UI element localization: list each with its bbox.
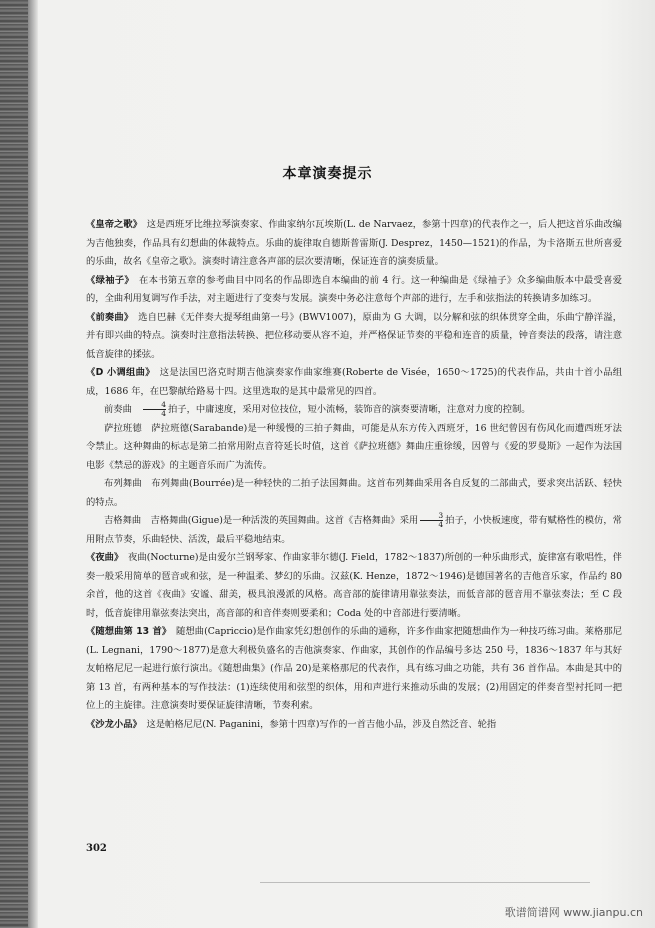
work-title: 《皇帝之歌》 xyxy=(86,219,138,230)
paragraph xyxy=(86,549,622,623)
watermark: 歌谱简谱网 www.jianpu.cn xyxy=(504,906,643,919)
time-signature: $\frac{3}{4}$ xyxy=(420,512,443,529)
paragraph-text: 这是帕格尼尼(N. Paganini，参第十四章)写作的一首吉他小品，涉及自然泛音、轮指 xyxy=(146,718,497,730)
movement-paragraph xyxy=(86,475,622,512)
chapter-heading: 本章演奏提示 xyxy=(282,166,373,182)
paragraph xyxy=(86,716,622,735)
movement-label: 吉格舞曲 xyxy=(104,515,142,526)
movement-paragraph xyxy=(86,420,622,476)
binding-shadow xyxy=(28,0,38,928)
paragraph-text: 这是西班牙比维拉琴演奏家、作曲家纳尔瓦埃斯(L. de Narvaez，参第十四章)的代表作之一，后人把这首乐曲改编为吉他独奏，作品具有幻想曲的体裁特点。乐曲的旋律取自德斯普雷斯(J. Desprez，1450—1521)的作品，为卡洛斯五世所喜爱的乐曲，故名《皇帝之歌》。演奏时请注意各声部的层次要清晰，保证连音的演奏质量。 xyxy=(86,219,622,267)
work-title: 《绿袖子》 xyxy=(86,274,130,286)
paragraph xyxy=(86,309,622,365)
paragraph-text: 选自巴赫《无伴奏大提琴组曲第一号》(BWV1007)，原曲为 G 大调，以分解和弦的织体贯穿全曲，乐曲宁静洋溢，并有即兴曲的特点。演奏时注意指法转换、把位移动要从容不迫，并严格保证节奏的平稳和连音的质量，钟音奏法的段落，请注意低音旋律的揉弦。 xyxy=(86,311,622,360)
paragraph-text: 这是法国巴洛克时期吉他演奏家作曲家维赛(Roberte de Visée，1650～1725)的代表作品，共由十首小品组成，1686 年，在巴黎献给路易十四。这里选取的是其中最常见的四首。 xyxy=(86,367,622,397)
work-title: 《D 小调组曲》 xyxy=(86,367,151,378)
movement-label: 布列舞曲 xyxy=(104,478,142,489)
paragraph-text: 布列舞曲(Bourrée)是一种轻快的二拍子法国舞曲。这首布列舞曲采用各自反复的二部曲式，要求突出活跃、轻快的特点。 xyxy=(86,478,622,508)
paragraph xyxy=(86,216,622,272)
page-number: 302 xyxy=(86,843,107,854)
paragraph-text: 随想曲(Capriccio)是作曲家凭幻想创作的乐曲的通称，许多作曲家把随想曲作为一种技巧练习曲。莱格那尼(L. Legnani，1790～1877)是意大利极负盛名的吉他演奏家、作曲家，其创作的作品编号多达 250 号，1836～1837 年与其好友帕格尼尼一起进行旅行演出。《随想曲集》(作品 20)是莱格那尼的代表作，具有练习曲之功能，共有 36 首作品。本曲是其中的第 13 首，有两种基本的写作技法：(1)连续使用和弦型的织体，用和声进行来推动乐曲的发展；(2)用固定的伴奏音型衬托同一把位上的主旋律。注意演奏时要保证旋律清晰，节奏利索。 xyxy=(86,626,623,711)
paragraph-text: 吉格舞曲(Gigue)是一种活泼的英国舞曲。这首《吉格舞曲》采用 xyxy=(150,515,419,526)
page-body xyxy=(86,216,622,734)
time-signature: $\frac{4}{4}$ xyxy=(143,401,166,418)
movement-paragraph xyxy=(86,512,622,549)
work-title: 《随想曲第 13 首》 xyxy=(86,626,167,637)
paragraph xyxy=(86,364,622,401)
work-title: 《夜曲》 xyxy=(86,552,119,563)
paragraph-text: 夜曲(Nocturne)是由爱尔兰钢琴家、作曲家菲尔德(J. Field，1782～1837)所创的一种乐曲形式，旋律富有歌唱性，伴奏一般采用简单的琶音或和弦，是一种温柔、梦幻的乐曲。汉兹(K. Henze，1872～1946)是德国著名的吉他音乐家，作品约 80 余首，他的这首《夜曲》安谧、甜美，极具浪漫派的风格。高音部的旋律请用靠弦奏法，而低音部的琶音用不靠弦奏法；至 C 段时，低音旋律用靠弦奏法突出，高音部的和音伴奏则要柔和；Coda 处的中音部进行要清晰。 xyxy=(86,552,622,619)
movement-paragraph xyxy=(86,401,622,420)
paragraph xyxy=(86,623,622,716)
paragraph-text: 拍子，小快板速度，带有赋格性的模仿，常用附点节奏，乐曲轻快、活泼，最后平稳地结束。 xyxy=(86,515,622,545)
work-title: 《前奏曲》 xyxy=(86,311,129,323)
paragraph xyxy=(86,272,622,309)
paragraph-text: 拍子，中庸速度，采用对位技位，短小流畅，装饰音的演奏要清晰，注意对力度的控制。 xyxy=(168,404,531,415)
paragraph-text: 萨拉班德(Sarabande)是一种缓慢的三拍子舞曲，可能是从东方传入西班牙，16 世纪曾因有伤风化而遭西班牙法令禁止。这种舞曲的标志是第二拍常用附点音符延长时值，这首《萨拉班德》舞曲庄重徐缓，因曾与《爱的罗曼斯》一起作为法国电影《禁忌的游戏》的主题音乐而广为流传。 xyxy=(86,422,622,471)
scan-artifact-line xyxy=(260,882,590,883)
binding-edge xyxy=(0,0,28,928)
movement-label: 萨拉班德 xyxy=(104,422,142,434)
work-title: 《沙龙小品》 xyxy=(86,718,138,730)
movement-label: 前奏曲 xyxy=(104,404,132,415)
paragraph-text: 在本书第五章的参考曲目中同名的作品即选自本编曲的前 4 行。这一种编曲是《绿袖子》众多编曲版本中最受喜爱的，全曲利用复调写作手法，对主题进行了变奏与发展。演奏中务必注意每个声部的进行，左手和弦指法的转换请多加练习。 xyxy=(86,274,622,304)
